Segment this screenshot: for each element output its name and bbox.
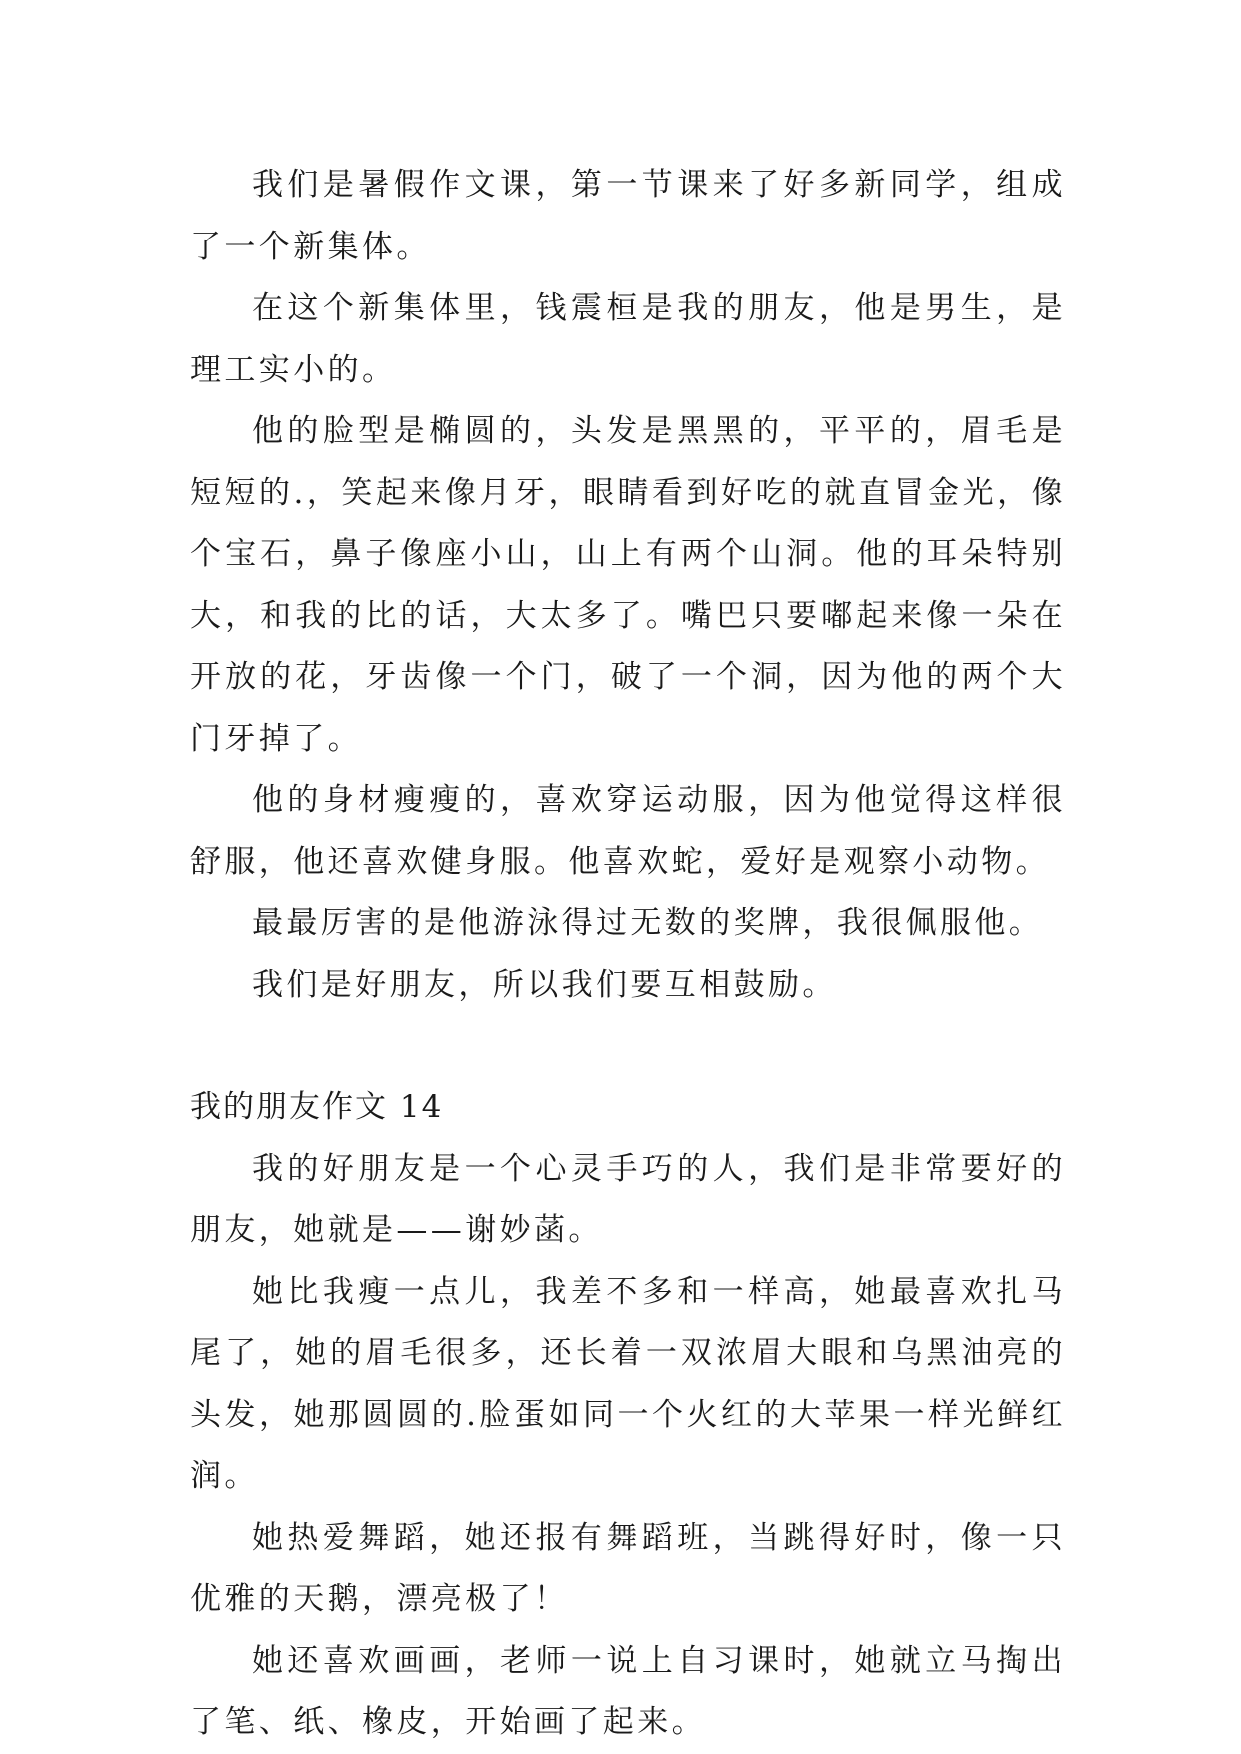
paragraph: 他的脸型是椭圆的，头发是黑黑的，平平的，眉毛是短短的.，笑起来像月牙，眼睛看到好吃的就直冒金光，像个宝石，鼻子像座小山，山上有两个山洞。他的耳朵特别大，和我的比的话，大太多了。嘴巴只要嘟起来像一朵在开放的花，牙齿像一个门，破了一个洞，因为他的两个大门牙掉了。 [190,413,1066,757]
paragraph: 她还喜欢画画，老师一说上自习课时，她就立马掏出了笔、纸、橡皮，开始画了起来。 [190,1642,1066,1740]
paragraph: 她比我瘦一点儿，我差不多和一样高，她最喜欢扎马尾了，她的眉毛很多，还长着一双浓眉大眼和乌黑油亮的头发，她那圆圆的.脸蛋如同一个火红的大苹果一样光鲜红润。 [190,1273,1066,1494]
paragraph: 最最厉害的是他游泳得过无数的奖牌，我很佩服他。 [252,905,1044,941]
paragraph: 我们是暑假作文课，第一节课来了好多新同学，组成了一个新集体。 [190,167,1066,265]
paragraph: 我们是好朋友，所以我们要互相鼓励。 [252,966,837,1003]
paragraph: 她热爱舞蹈，她还报有舞蹈班，当跳得好时，像一只优雅的天鹅，漂亮极了！ [190,1519,1066,1617]
document-page [190,155,1066,1754]
paragraph: 在这个新集体里，钱震桓是我的朋友，他是男生，是理工实小的。 [190,290,1066,388]
paragraph: 他的身材瘦瘦的，喜欢穿运动服，因为他觉得这样很舒服，他还喜欢健身服。他喜欢蛇，爱好是观察小动物。 [190,782,1066,880]
section-title: 我的朋友作文 14 [190,1089,444,1125]
paragraph: 我的好朋友是一个心灵手巧的人，我们是非常要好的朋友，她就是——谢妙菡。 [190,1150,1066,1248]
